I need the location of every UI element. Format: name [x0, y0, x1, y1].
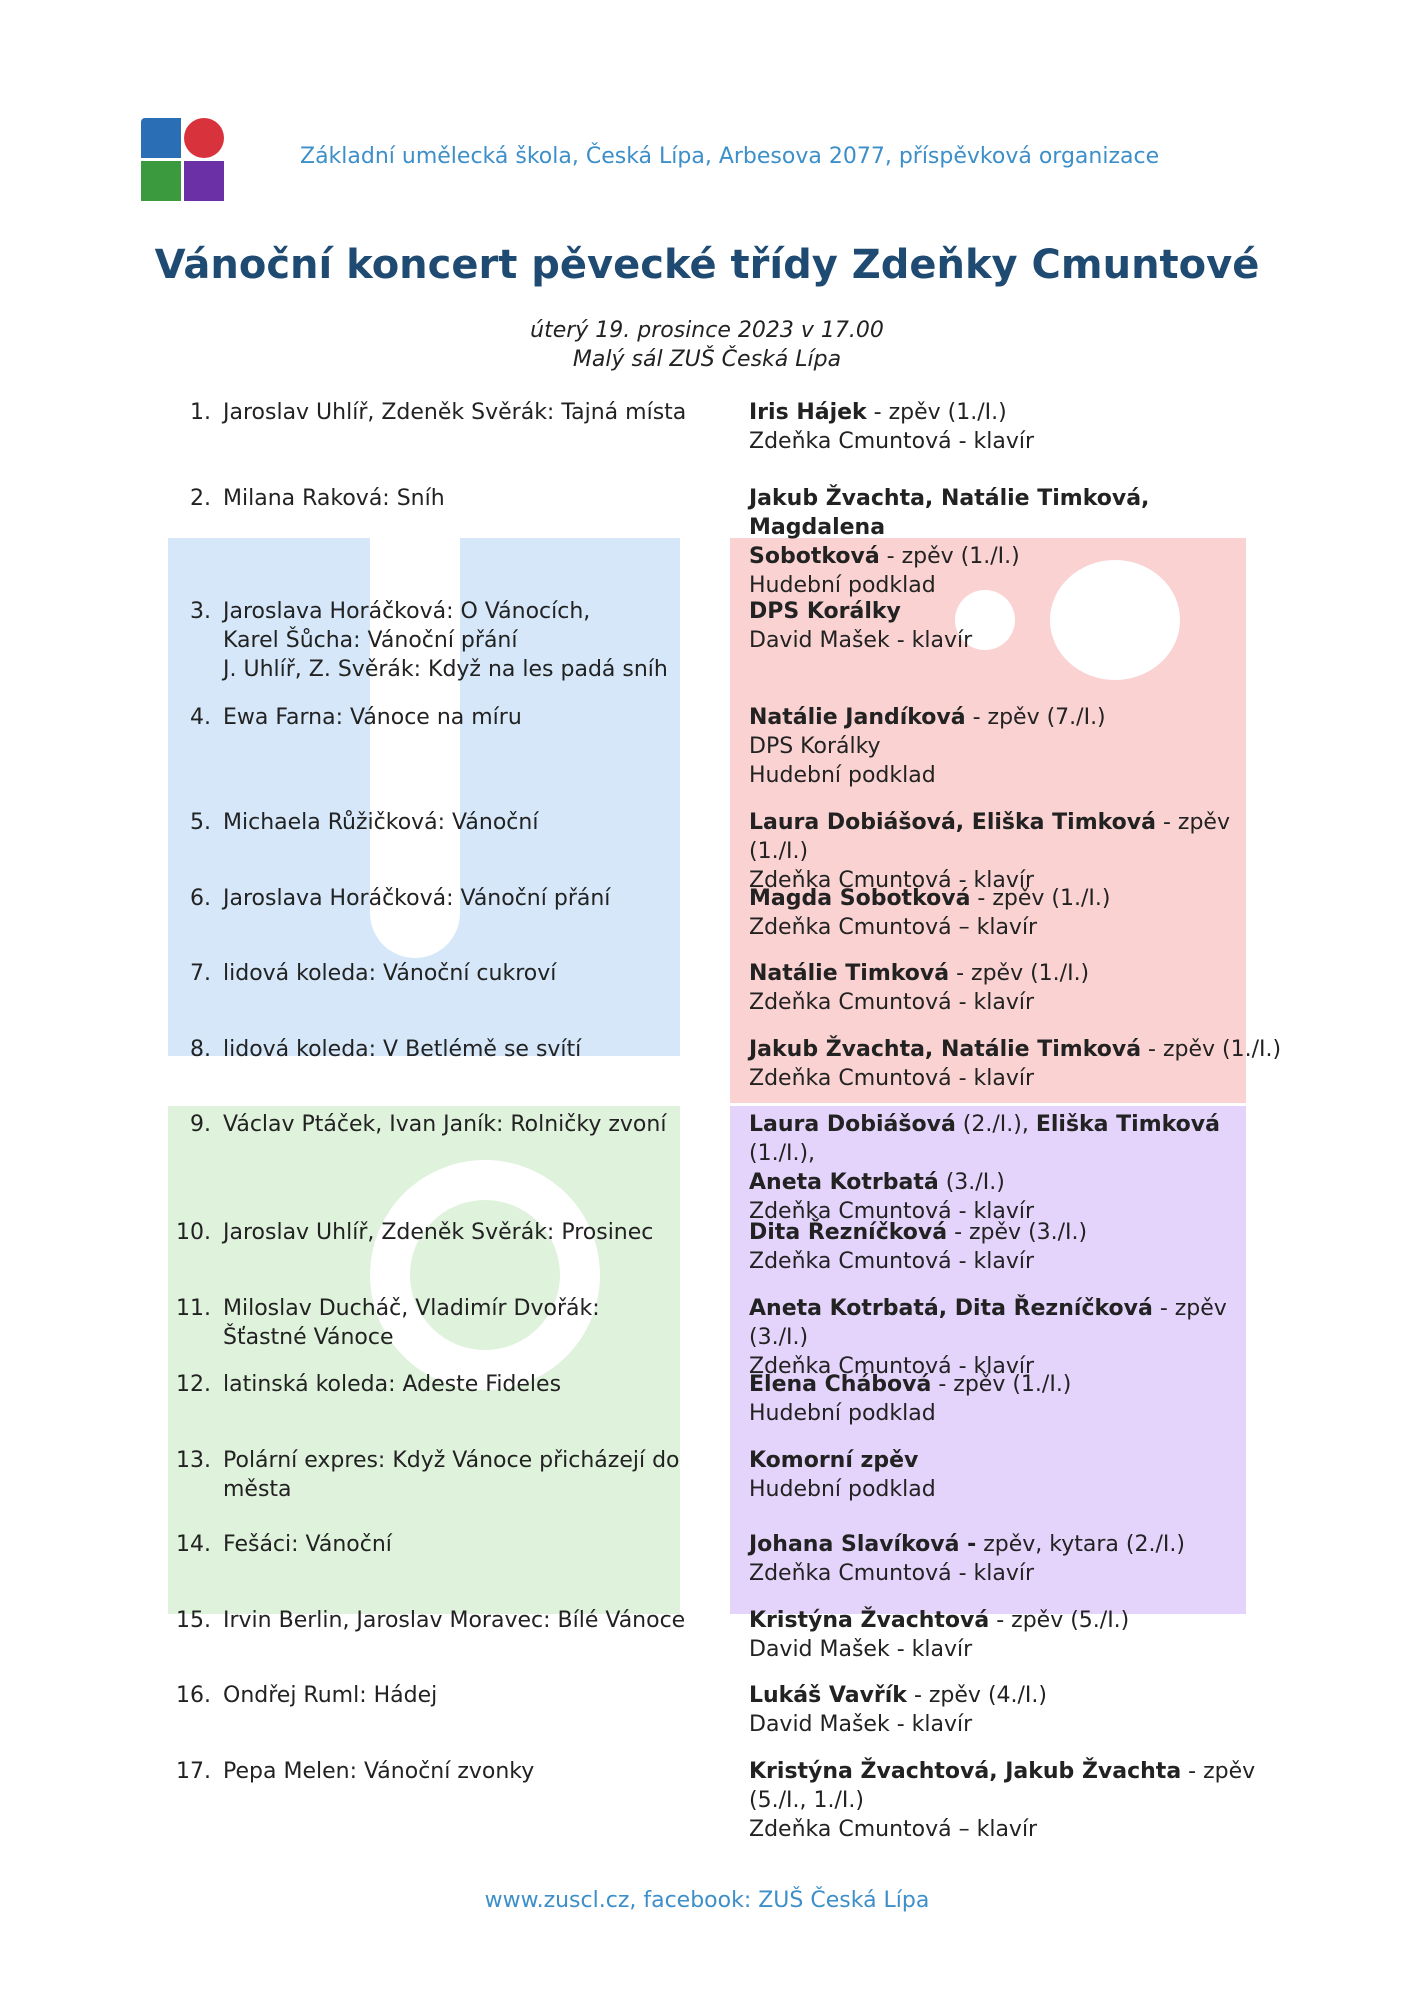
- piece-line: Miloslav Ducháč, Vladimír Dvořák:: [223, 1296, 600, 1321]
- performer-role: - zpěv (3./I.): [749, 1296, 1227, 1350]
- performer-name: Magda Sobotková: [749, 886, 971, 911]
- performer-role: Zdeňka Cmuntová - klavír: [749, 1066, 1035, 1091]
- performer-role: Zdeňka Cmuntová - klavír: [749, 1354, 1035, 1379]
- performer-line: [749, 1710, 1289, 1739]
- program-item-piece: [223, 1757, 723, 1786]
- piece-line: Michaela Růžičková: Vánoční: [223, 810, 539, 835]
- program-item-number: 10.: [176, 1220, 211, 1245]
- performer-role: - zpěv (1./I.): [949, 961, 1090, 986]
- piece-line: Václav Ptáček, Ivan Janík: Rolničky zvoní: [223, 1112, 667, 1137]
- performer-role: Zdeňka Cmuntová - klavír: [749, 868, 1035, 893]
- performer-role: Hudební podklad: [749, 1401, 936, 1426]
- piece-line: Karel Šůcha: Vánoční přání: [223, 628, 518, 653]
- performer-role: Zdeňka Cmuntová - klavír: [749, 1199, 1035, 1224]
- performer-role: DPS Korálky: [749, 734, 881, 759]
- piece-line: Polární expres: Když Vánoce přicházejí do: [223, 1448, 680, 1473]
- performer-name: Kristýna Žvachtová, Jakub Žvachta: [749, 1759, 1182, 1784]
- program-item-number: 3.: [190, 599, 211, 624]
- performer-role: (2./I.),: [955, 1112, 1036, 1137]
- performer-role: (3./I.): [938, 1170, 1005, 1195]
- performer-name: Laura Dobiášová, Eliška Timková: [749, 810, 1156, 835]
- performer-role: (5./I., 1./I.): [749, 1788, 864, 1813]
- performer-role: (1./I.),: [749, 1141, 816, 1166]
- performer-role: - zpěv (1./I.): [970, 886, 1111, 911]
- piece-line: Milana Raková: Sníh: [223, 486, 445, 511]
- watermark-pink-blob-2: [1050, 560, 1180, 680]
- zus-logo-icon: [141, 118, 224, 201]
- performer-role: - zpěv: [1181, 1759, 1256, 1784]
- performer-role: - zpěv (1./I.): [749, 810, 1230, 864]
- watermark-pink-blob: [955, 590, 1015, 650]
- program-item-piece: [223, 484, 723, 513]
- program-item-number: 11.: [176, 1296, 211, 1321]
- performer-name: Laura Dobiášová: [749, 1112, 956, 1137]
- performer-name: Iris Hájek: [749, 400, 867, 425]
- performer-role: Zdeňka Cmuntová - klavír: [749, 1249, 1035, 1274]
- program-item-number: 13.: [176, 1448, 211, 1473]
- performer-name: Aneta Kotrbatá, Dita Řezníčková: [749, 1296, 1153, 1321]
- performer-role: Zdeňka Cmuntová - klavír: [749, 1561, 1035, 1586]
- piece-line: Ondřej Ruml: Hádej: [223, 1683, 438, 1708]
- program-item-performers: [749, 1606, 1289, 1664]
- piece-line: lidová koleda: Vánoční cukroví: [223, 961, 557, 986]
- performer-role: David Mašek - klavír: [749, 1637, 973, 1662]
- performer-name: Jakub Žvachta, Natálie Timková: [749, 1037, 1142, 1062]
- performer-role: David Mašek - klavír: [749, 628, 973, 653]
- program-item-number: 1.: [190, 400, 211, 425]
- performer-name: Natálie Timková: [749, 961, 950, 986]
- concert-venue: Malý sál ZUŠ Česká Lípa: [572, 347, 842, 372]
- program-item-number: 6.: [190, 886, 211, 911]
- performer-role: - zpěv (4./I.): [906, 1683, 1047, 1708]
- piece-line: latinská koleda: Adeste Fideles: [223, 1372, 562, 1397]
- performer-line: [749, 484, 1289, 542]
- program-item-number: 9.: [190, 1112, 211, 1137]
- performer-role: Hudební podklad: [749, 1477, 936, 1502]
- piece-line: Jaroslava Horáčková: O Vánocích,: [223, 599, 591, 624]
- performer-line: [749, 1757, 1289, 1786]
- watermark-green-letter-g: [370, 1160, 600, 1390]
- performer-role: Hudební podklad: [749, 573, 936, 598]
- piece-line: Pepa Melen: Vánoční zvonky: [223, 1759, 535, 1784]
- performer-role: Zdeňka Cmuntová – klavír: [749, 915, 1038, 940]
- program-item-performers: [749, 1757, 1289, 1844]
- performer-name: Eliška Timková: [1035, 1112, 1220, 1137]
- program-item-number: 17.: [176, 1759, 211, 1784]
- watermark-purple-quadrant: [730, 1106, 1246, 1614]
- performer-role: - zpěv (7./I.): [965, 705, 1106, 730]
- performer-line: [749, 427, 1289, 456]
- concert-date: úterý 19. prosince 2023 v 17.00: [530, 318, 884, 343]
- piece-line: Jaroslav Uhlíř, Zdeněk Svěrák: Prosinec: [223, 1220, 654, 1245]
- program-item-number: 5.: [190, 810, 211, 835]
- piece-line: Irvin Berlin, Jaroslav Moravec: Bílé Vánoce: [223, 1608, 686, 1633]
- performer-name: Kristýna Žvachtová: [749, 1608, 990, 1633]
- program-item-piece: [223, 1681, 723, 1710]
- performer-role: Zdeňka Cmuntová - klavír: [749, 990, 1035, 1015]
- piece-line: Jaroslav Uhlíř, Zdeněk Svěrák: Tajná místa: [223, 400, 687, 425]
- piece-line: Ewa Farna: Vánoce na míru: [223, 705, 522, 730]
- footer-contact: www.zuscl.cz, facebook: ZUŠ Česká Lípa: [484, 1888, 930, 1913]
- piece-line: lidová koleda: V Betlémě se svítí: [223, 1037, 582, 1062]
- program-item-number: 8.: [190, 1037, 211, 1062]
- program-item-performers: [749, 398, 1289, 456]
- performer-name: Johana Slavíková -: [749, 1532, 977, 1557]
- program-item-performers: [749, 1681, 1289, 1739]
- performer-role: David Mašek - klavír: [749, 1712, 973, 1737]
- piece-line: Jaroslava Horáčková: Vánoční přání: [223, 886, 611, 911]
- program-item-number: 2.: [190, 486, 211, 511]
- piece-line: Šťastné Vánoce: [223, 1325, 394, 1350]
- program-item-piece: [223, 398, 723, 427]
- performer-name: Sobotková: [749, 544, 880, 569]
- watermark-blue-silhouette: [370, 538, 460, 958]
- program-item-number: 15.: [176, 1608, 211, 1633]
- program-item-number: 4.: [190, 705, 211, 730]
- performer-role: - zpěv (1./I.): [866, 400, 1007, 425]
- performer-line: [749, 398, 1289, 427]
- performer-role: - zpěv (1./I.): [931, 1372, 1072, 1397]
- piece-line: města: [223, 1477, 292, 1502]
- program-item-number: 12.: [176, 1372, 211, 1397]
- program-item-number: 16.: [176, 1683, 211, 1708]
- performer-line: [749, 1786, 1289, 1815]
- performer-name: Elena Chábová: [749, 1372, 932, 1397]
- program-item-number: 7.: [190, 961, 211, 986]
- piece-line: J. Uhlíř, Z. Svěrák: Když na les padá sníh: [223, 657, 668, 682]
- performer-role: Zdeňka Cmuntová - klavír: [749, 429, 1035, 454]
- performer-role: zpěv, kytara (2./I.): [976, 1532, 1185, 1557]
- school-name: Základní umělecká škola, Česká Lípa, Arbesova 2077, příspěvková organizace: [300, 144, 1160, 169]
- performer-line: [749, 1681, 1289, 1710]
- performer-name: Natálie Jandíková: [749, 705, 966, 730]
- concert-title: Vánoční koncert pěvecké třídy Zdeňky Cmuntové: [154, 242, 1260, 288]
- performer-role: - zpěv (5./I.): [989, 1608, 1130, 1633]
- performer-role: - zpěv (3./I.): [947, 1220, 1088, 1245]
- performer-line: [749, 1635, 1289, 1664]
- performer-role: - zpěv (1./I.): [879, 544, 1020, 569]
- performer-role: Hudební podklad: [749, 763, 936, 788]
- performer-line: [749, 1815, 1289, 1844]
- piece-line: Fešáci: Vánoční: [223, 1532, 392, 1557]
- performer-role: - zpěv (1./I.): [1141, 1037, 1282, 1062]
- performer-name: Aneta Kotrbatá: [749, 1170, 939, 1195]
- performer-role: Zdeňka Cmuntová – klavír: [749, 1817, 1038, 1842]
- performer-name: Dita Řezníčková: [749, 1220, 948, 1245]
- performer-name: Lukáš Vavřík: [749, 1683, 907, 1708]
- performer-name: Komorní zpěv: [749, 1448, 919, 1473]
- performer-name: DPS Korálky: [749, 599, 901, 624]
- program-item-number: 14.: [176, 1532, 211, 1557]
- performer-name: Jakub Žvachta, Natálie Timková, Magdalena: [749, 486, 1150, 540]
